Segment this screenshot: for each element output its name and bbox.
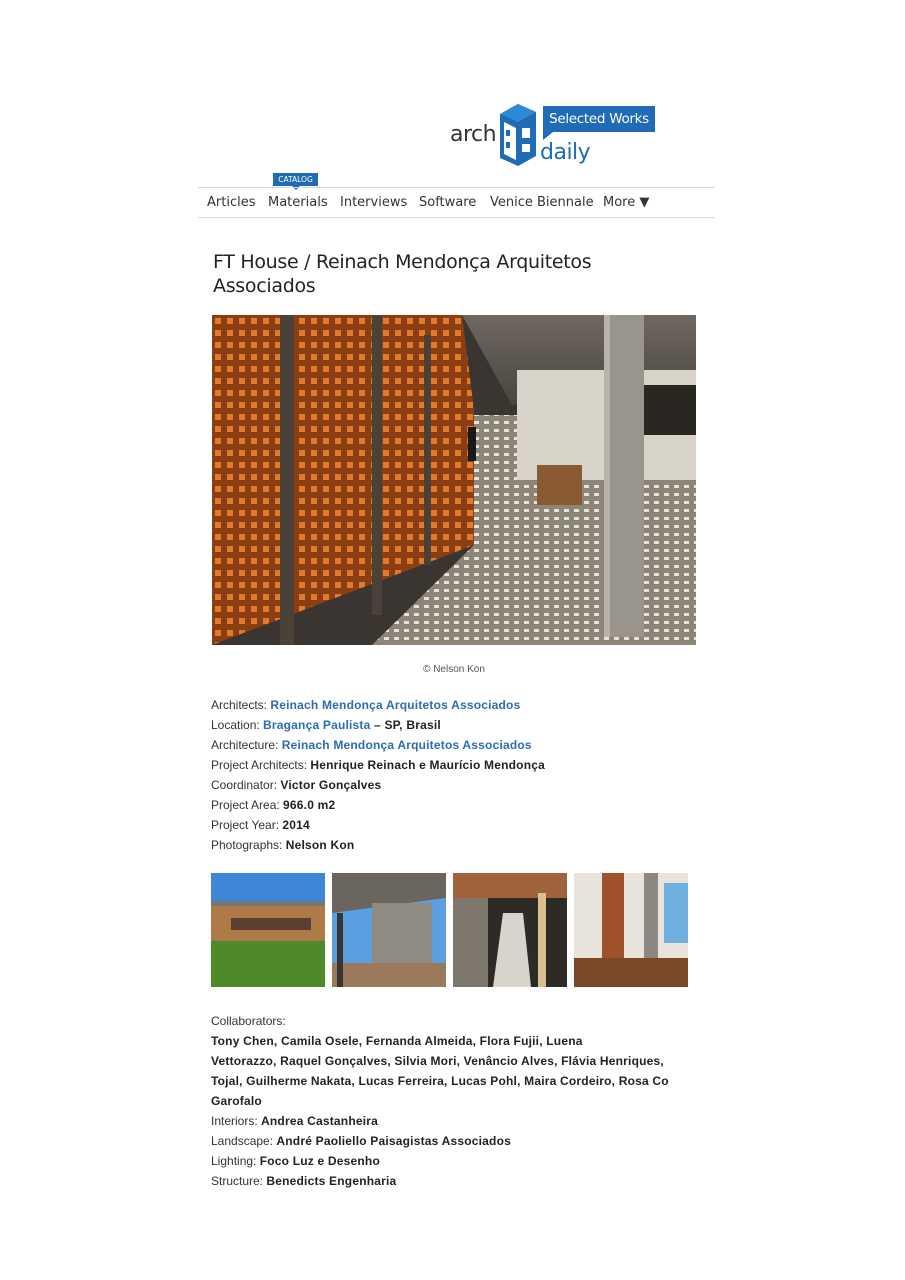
credit-lighting: Lighting: Foco Luz e Desenho — [211, 1154, 380, 1168]
collaborators-line-4: Garofalo — [211, 1094, 262, 1108]
archdaily-logo[interactable] — [450, 100, 660, 170]
logo-building-icon — [496, 100, 540, 168]
fact-project-area: Project Area: 966.0 m2 — [211, 798, 336, 812]
main-nav — [198, 187, 715, 218]
logo-daily-text: daily — [540, 140, 591, 165]
project-facts — [211, 695, 721, 855]
hero-photo[interactable] — [212, 315, 696, 645]
location-link[interactable]: Bragança Paulista — [263, 718, 371, 732]
thumbnail-1[interactable] — [211, 873, 325, 987]
gallery-thumbnails — [211, 873, 691, 988]
thumbnail-2[interactable] — [332, 873, 446, 987]
architects-link[interactable]: Reinach Mendonça Arquitetos Associados — [270, 698, 521, 712]
architecture-link[interactable]: Reinach Mendonça Arquitetos Associados — [281, 738, 532, 752]
fact-architecture: Architecture: Reinach Mendonça Arquitetos Associados — [211, 738, 532, 752]
credit-landscape: Landscape: André Paoliello Paisagistas Associados — [211, 1134, 511, 1148]
hero-corridor-image — [212, 315, 696, 645]
thumbnail-4[interactable] — [574, 873, 688, 987]
catalog-badge: CATALOG — [273, 173, 318, 186]
collaborators-line-2: Vettorazzo, Raquel Gonçalves, Silvia Mori, Venâncio Alves, Flávia Henriques, — [211, 1054, 664, 1068]
fact-project-architects: Project Architects: Henrique Reinach e Maurício Mendonça — [211, 758, 545, 772]
credit-interiors: Interiors: Andrea Castanheira — [211, 1114, 379, 1128]
nav-more-dropdown[interactable]: More ▼ — [603, 195, 650, 210]
collaborators-label: Collaborators: — [211, 1014, 286, 1028]
fact-coordinator: Coordinator: Victor Gonçalves — [211, 778, 382, 792]
logo-arch-text: arch — [450, 122, 497, 147]
project-credits — [211, 1111, 715, 1191]
nav-interviews[interactable]: Interviews — [340, 195, 408, 210]
collaborators — [211, 1011, 715, 1111]
fact-photographs: Photographs: Nelson Kon — [211, 838, 355, 852]
thumbnail-3[interactable] — [453, 873, 567, 987]
collaborators-line-1: Tony Chen, Camila Osele, Fernanda Almeida, Flora Fujii, Luena — [211, 1034, 583, 1048]
selected-works-badge: Selected Works — [543, 106, 655, 132]
nav-software[interactable]: Software — [419, 195, 477, 210]
credit-structure: Structure: Benedicts Engenharia — [211, 1174, 397, 1188]
nav-articles[interactable]: Articles — [207, 195, 256, 210]
fact-project-year: Project Year: 2014 — [211, 818, 310, 832]
nav-venice-biennale[interactable]: Venice Biennale — [490, 195, 594, 210]
fact-location: Location: Bragança Paulista – SP, Brasil — [211, 718, 441, 732]
page-title: FT House / Reinach Mendonça Arquitetos Associados — [213, 251, 592, 297]
hero-caption: © Nelson Kon — [423, 664, 485, 675]
collaborators-line-3: Tojal, Guilherme Nakata, Lucas Ferreira, Lucas Pohl, Maira Cordeiro, Rosa Co — [211, 1074, 669, 1088]
nav-materials[interactable]: Materials — [268, 195, 328, 210]
fact-architects: Architects: Reinach Mendonça Arquitetos Associados — [211, 698, 521, 712]
